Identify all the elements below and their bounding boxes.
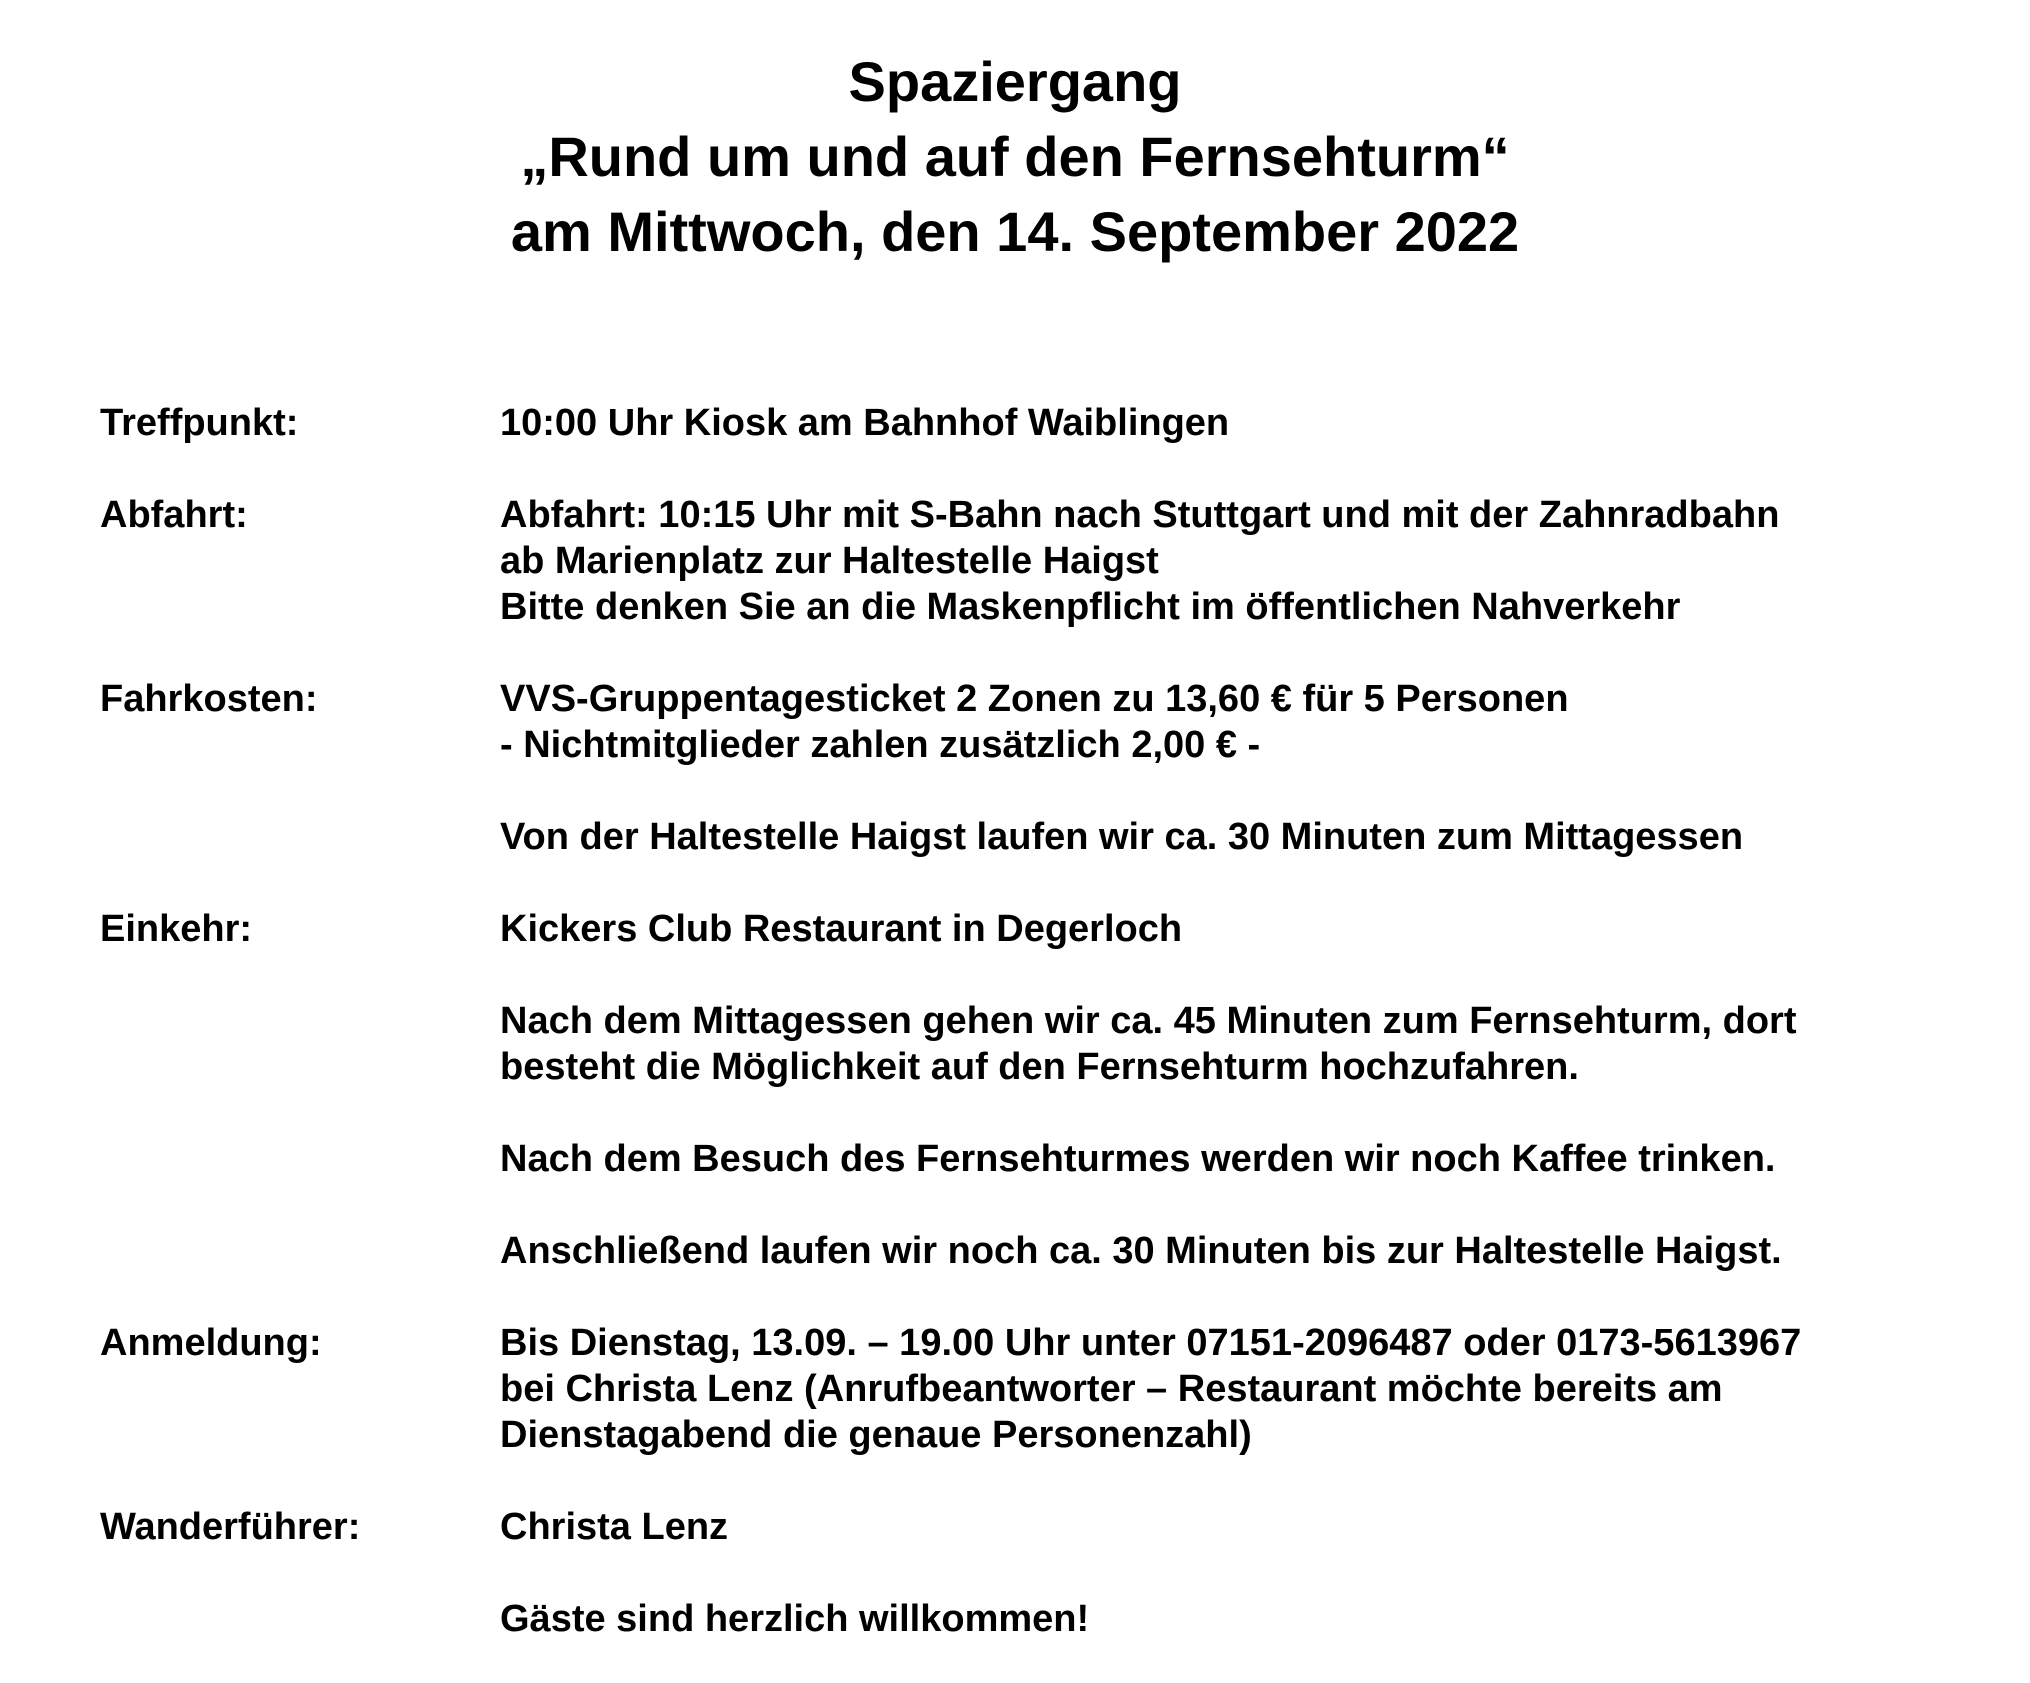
document-title [0,44,2030,269]
row-einkehr [100,906,1980,952]
row-text: Dienstagabend die genaue Personenzahl) [500,1414,1252,1456]
title-line-2: „Rund um und auf den Fernsehturm“ [520,125,1510,188]
row-text: Von der Haltestelle Haigst laufen wir ca. 30 Minuten zum Mittagessen [500,816,1744,858]
row-wanderfuehrer [100,1504,1980,1550]
row-label: Fahrkosten: [100,678,318,720]
row-coffee [100,1136,1980,1182]
row-label: Anmeldung: [100,1322,322,1364]
row-label: Einkehr: [100,908,253,950]
row-walk-to-lunch [100,814,1980,860]
row-label: Treffpunkt: [100,402,299,444]
row-text: Bitte denken Sie an die Maskenpflicht im öffentlichen Nahverkehr [500,586,1681,628]
row-text: Gäste sind herzlich willkommen! [500,1598,1090,1640]
row-abfahrt [100,492,1980,630]
row-text: - Nichtmitglieder zahlen zusätzlich 2,00 € - [500,724,1261,766]
row-label: Wanderführer: [100,1506,361,1548]
title-line-1: Spaziergang [848,50,1182,113]
row-text: 10:00 Uhr Kiosk am Bahnhof Waiblingen [500,402,1230,444]
row-text: Anschließend laufen wir noch ca. 30 Minuten bis zur Haltestelle Haigst. [500,1230,1782,1272]
row-text: Kickers Club Restaurant in Degerloch [500,908,1183,950]
title-line-3: am Mittwoch, den 14. September 2022 [510,200,1520,263]
row-text: VVS-Gruppentagesticket 2 Zonen zu 13,60 € für 5 Personen [500,678,1569,720]
row-anmeldung [100,1320,1980,1458]
row-text: Nach dem Besuch des Fernsehturmes werden wir noch Kaffee trinken. [500,1138,1776,1180]
row-text: ab Marienplatz zur Haltestelle Haigst [500,540,1159,582]
row-text: besteht die Möglichkeit auf den Fernsehturm hochzufahren. [500,1046,1579,1088]
details-list [100,400,1980,1642]
row-text: Christa Lenz [500,1506,729,1548]
row-after-lunch [100,998,1980,1090]
row-text: Nach dem Mittagessen gehen wir ca. 45 Minuten zum Fernsehturm, dort [500,1000,1797,1042]
row-label: Abfahrt: [100,494,248,536]
row-fahrkosten [100,676,1980,768]
row-treffpunkt [100,400,1980,446]
row-text: Abfahrt: 10:15 Uhr mit S-Bahn nach Stuttgart und mit der Zahnradbahn [500,494,1780,536]
row-guests-welcome [100,1596,1980,1642]
row-text: bei Christa Lenz (Anrufbeantworter – Restaurant möchte bereits am [500,1368,1723,1410]
row-walk-back [100,1228,1980,1274]
row-text: Bis Dienstag, 13.09. – 19.00 Uhr unter 07151-2096487 oder 0173-5613967 [500,1322,1802,1364]
